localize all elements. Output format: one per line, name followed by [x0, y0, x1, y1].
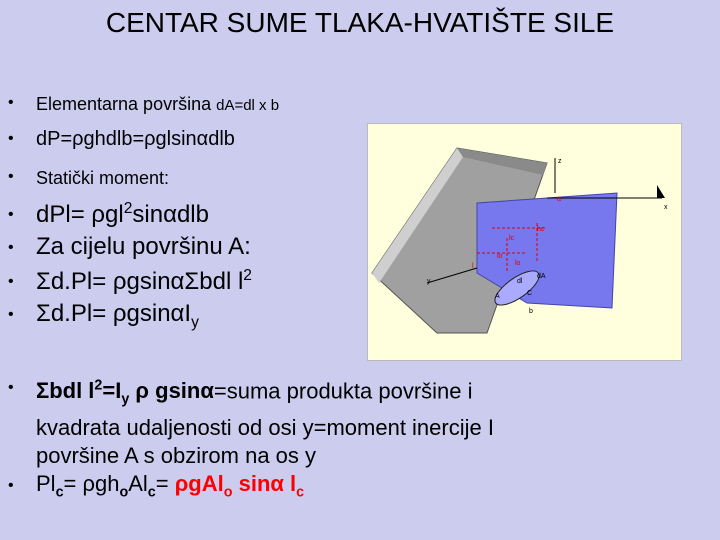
superscript: 2: [94, 378, 103, 394]
formula-part: ρgAl: [174, 470, 224, 496]
subscript: y: [121, 391, 130, 408]
bullet-dot: •: [8, 476, 14, 494]
bullet-dot: •: [8, 273, 14, 290]
bullet-text: dP=ρghdlb=ρglsinαdlb: [36, 128, 235, 150]
bullet-dot: •: [8, 239, 14, 256]
formula-part: ρ gsinα: [129, 378, 214, 404]
subscript: c: [147, 484, 156, 501]
svg-text:lo: lo: [515, 260, 521, 267]
formula-part: =I: [102, 378, 122, 404]
diagram-svg: [367, 123, 682, 361]
bullet-dot: •: [8, 94, 14, 111]
bullet-dot: •: [8, 168, 14, 185]
bottom-text-part: kvadrata udaljenosti od osi y=moment inercije I: [36, 414, 494, 440]
bottom-text-part: površine A s obzirom na os y: [36, 442, 317, 468]
bullet-text: Σd.Pl= ρgsinαΣbdl l: [36, 268, 244, 295]
bullet-dot: •: [8, 306, 14, 323]
subscript: y: [191, 313, 199, 331]
bullet-formula: dA=dl x b: [216, 97, 280, 114]
formula-part: Σbdl l: [36, 378, 95, 404]
bullet-text: sinαdlb: [132, 201, 209, 228]
axis-label-y: y: [427, 278, 431, 285]
bullet-dot: •: [8, 206, 14, 223]
page-title: CENTAR SUME TLAKA-HVATIŠTE SILE: [105, 7, 615, 38]
dam-pressure-diagram: [367, 123, 682, 361]
bottom-line-1: [8, 372, 708, 470]
subscript: c: [55, 484, 64, 501]
subscript: c: [296, 484, 305, 501]
svg-text:l: l: [472, 263, 474, 270]
svg-text:C: C: [527, 290, 533, 297]
bottom-text-part: =suma produkta površine i: [213, 378, 473, 404]
bullet-text: Statički moment:: [36, 168, 170, 188]
bottom-text: [8, 372, 708, 506]
formula-part: Pl: [36, 470, 56, 496]
formula-part: Al: [128, 470, 148, 496]
bullet-text: Σd.Pl= ρgsinαI: [36, 300, 192, 327]
svg-text:lc: lc: [509, 235, 515, 242]
svg-text:dA: dA: [537, 273, 546, 280]
bullet-dot: •: [8, 379, 14, 396]
subscript: o: [223, 484, 233, 501]
svg-text:dl: dl: [517, 278, 523, 285]
superscript: 2: [123, 200, 133, 217]
svg-text:α: α: [557, 196, 562, 203]
svg-text:b: b: [529, 308, 533, 315]
bottom-line-2: [8, 470, 708, 506]
bullet-dot: •: [8, 130, 14, 147]
svg-text:hc: hc: [537, 226, 545, 233]
formula-part: sinα l: [232, 470, 297, 496]
formula-part: = ρgh: [63, 470, 120, 496]
superscript: 2: [243, 267, 252, 284]
axis-label-z: z: [558, 158, 562, 165]
axis-label-x: x: [664, 204, 668, 211]
bullet-text: dPl= ρgl: [36, 201, 124, 228]
svg-text:A: A: [495, 293, 500, 300]
bullet-text: Elementarna površina: [36, 94, 217, 114]
subscript: o: [119, 484, 129, 501]
formula-part: =: [155, 470, 175, 496]
bullet-text: Za cijelu površinu A:: [36, 233, 251, 260]
svg-text:lo: lo: [497, 253, 503, 260]
